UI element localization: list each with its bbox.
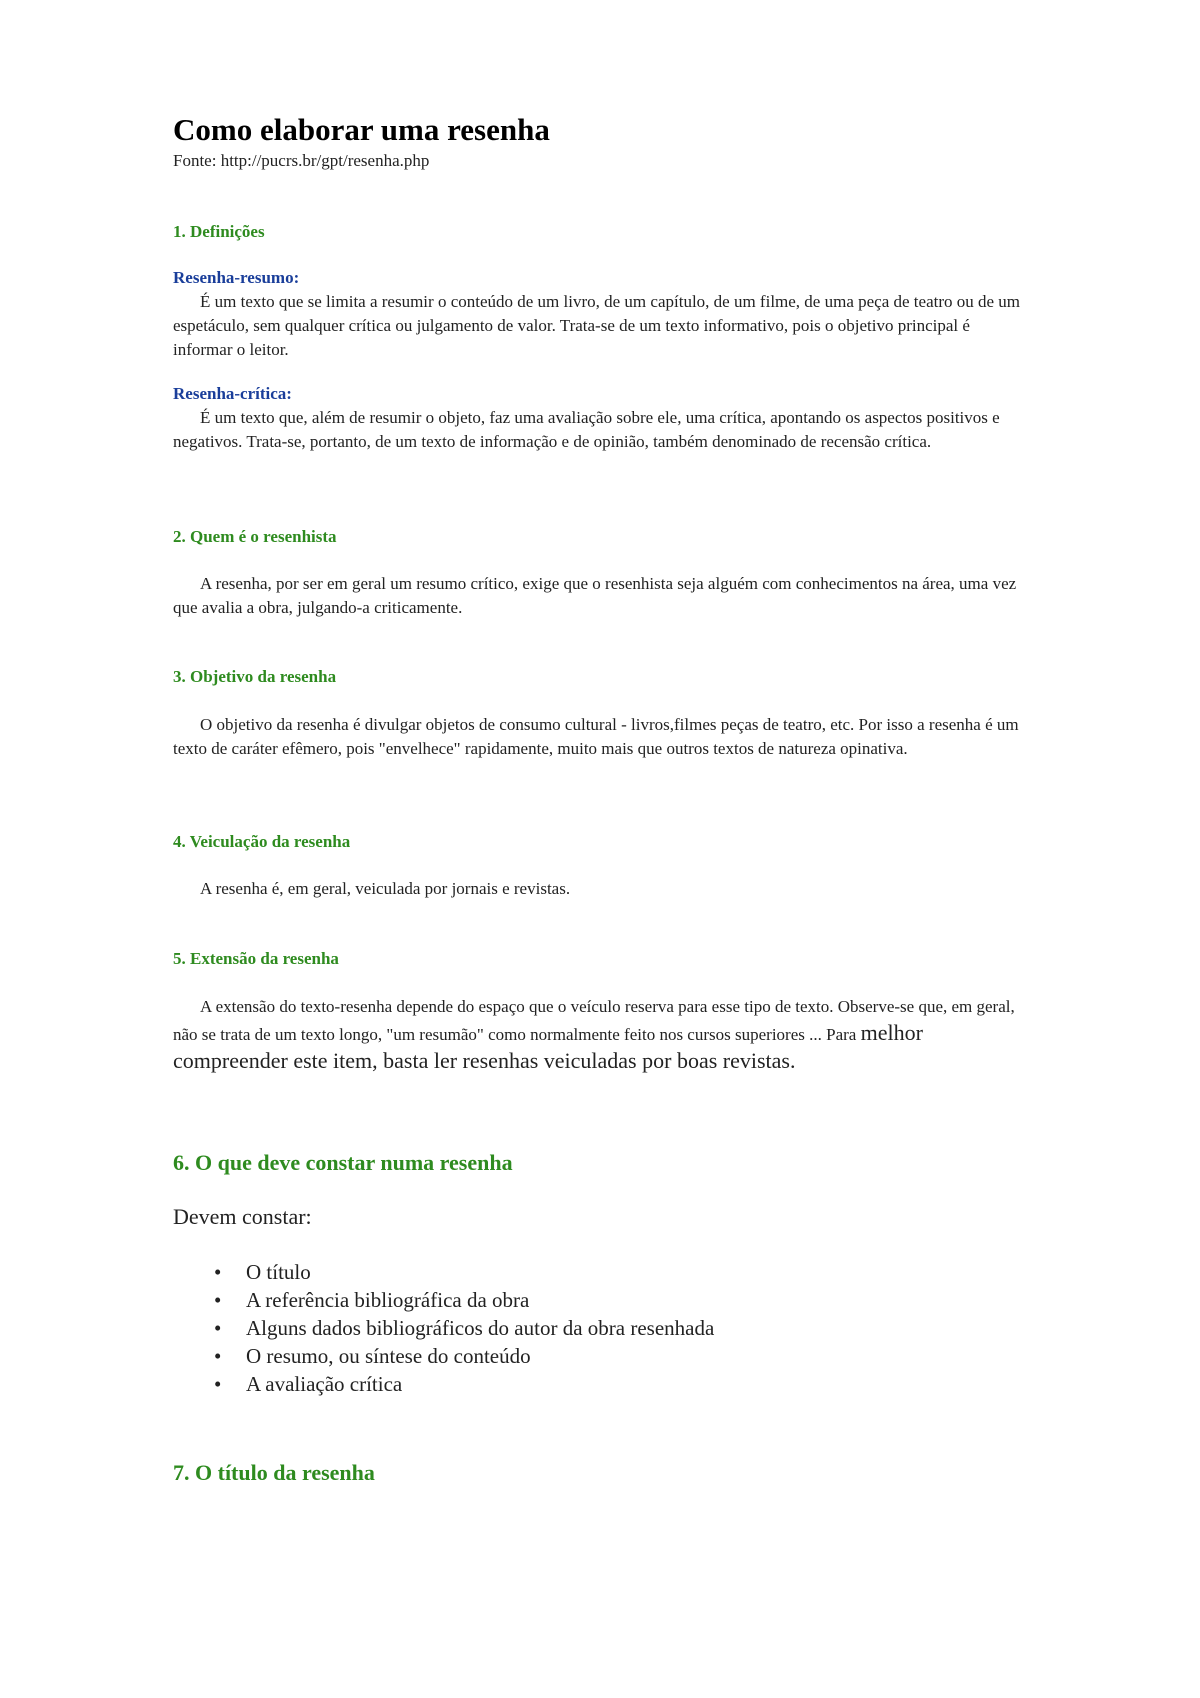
list-item: • A avaliação crítica xyxy=(214,1372,403,1396)
section-heading-veiculacao: 4. Veiculação da resenha xyxy=(173,832,351,851)
paragraph-resenha-resumo: É um texto que se limita a resumir o conteúdo de um livro, de um capítulo, de um filme, de uma peça de teatro ou de um espetáculo, sem qualquer crítica ou julgamento de valor. Trata-se de um texto informativo, pois o objetivo principal é informar o leitor. xyxy=(173,292,1021,359)
paragraph-extensao-large: melhor compreender este item, basta ler resenhas veiculadas por boas revistas. xyxy=(173,1020,923,1073)
subheading-resenha-critica: Resenha-crítica: xyxy=(173,384,292,403)
list-item: • O título xyxy=(214,1260,311,1284)
bullet-icon: • xyxy=(214,1316,222,1340)
source-line: Fonte: http://pucrs.br/gpt/resenha.php xyxy=(173,151,430,170)
bullet-icon: • xyxy=(214,1288,222,1312)
list-item: • Alguns dados bibliográficos do autor da obra resenhada xyxy=(214,1316,715,1340)
paragraph-resenhista: A resenha, por ser em geral um resumo crítico, exige que o resenhista seja alguém com conhecimentos na área, uma vez que avalia a obra, julgando-a criticamente. xyxy=(173,574,1017,617)
section-heading-resenhista: 2. Quem é o resenhista xyxy=(173,527,337,546)
paragraph-objetivo: O objetivo da resenha é divulgar objetos de consumo cultural - livros,filmes peças de teatro, etc. Por isso a resenha é um texto de caráter efêmero, pois "envelhece" rapidamente, muito mais que outros textos de natureza opinativa. xyxy=(173,715,1019,758)
bullet-icon: • xyxy=(214,1260,222,1284)
section-heading-titulo: 7. O título da resenha xyxy=(173,1460,375,1485)
paragraph-veiculacao: A resenha é, em geral, veiculada por jornais e revistas. xyxy=(200,879,571,898)
constar-list xyxy=(214,1258,714,1398)
subheading-resenha-resumo: Resenha-resumo: xyxy=(173,268,300,287)
section-heading-objetivo: 3. Objetivo da resenha xyxy=(173,667,337,686)
devem-constar-intro: Devem constar: xyxy=(173,1204,312,1229)
paragraph-extensao-small: A extensão do texto-resenha depende do espaço que o veículo reserva para esse tipo de texto. Observe-se que, em geral, não se trata de um texto longo, "um resumão" como normalmente feito nos cursos superiores ... Para xyxy=(173,997,1015,1044)
bullet-icon: • xyxy=(214,1372,222,1396)
list-item: • A referência bibliográfica da obra xyxy=(214,1288,530,1312)
list-item: • O resumo, ou síntese do conteúdo xyxy=(214,1344,531,1368)
section-heading-extensao: 5. Extensão da resenha xyxy=(173,949,339,968)
section-heading-constar: 6. O que deve constar numa resenha xyxy=(173,1150,513,1175)
bullet-icon: • xyxy=(214,1344,222,1368)
paragraph-extensao xyxy=(173,995,1033,1075)
page-title: Como elaborar uma resenha xyxy=(173,112,550,147)
paragraph-resenha-critica: É um texto que, além de resumir o objeto, faz uma avaliação sobre ele, uma crítica, apontando os aspectos positivos e negativos. Trata-se, portanto, de um texto de informação e de opinião, também denominado de recensão crítica. xyxy=(173,408,1000,451)
section-heading-definicoes: 1. Definições xyxy=(173,222,265,241)
